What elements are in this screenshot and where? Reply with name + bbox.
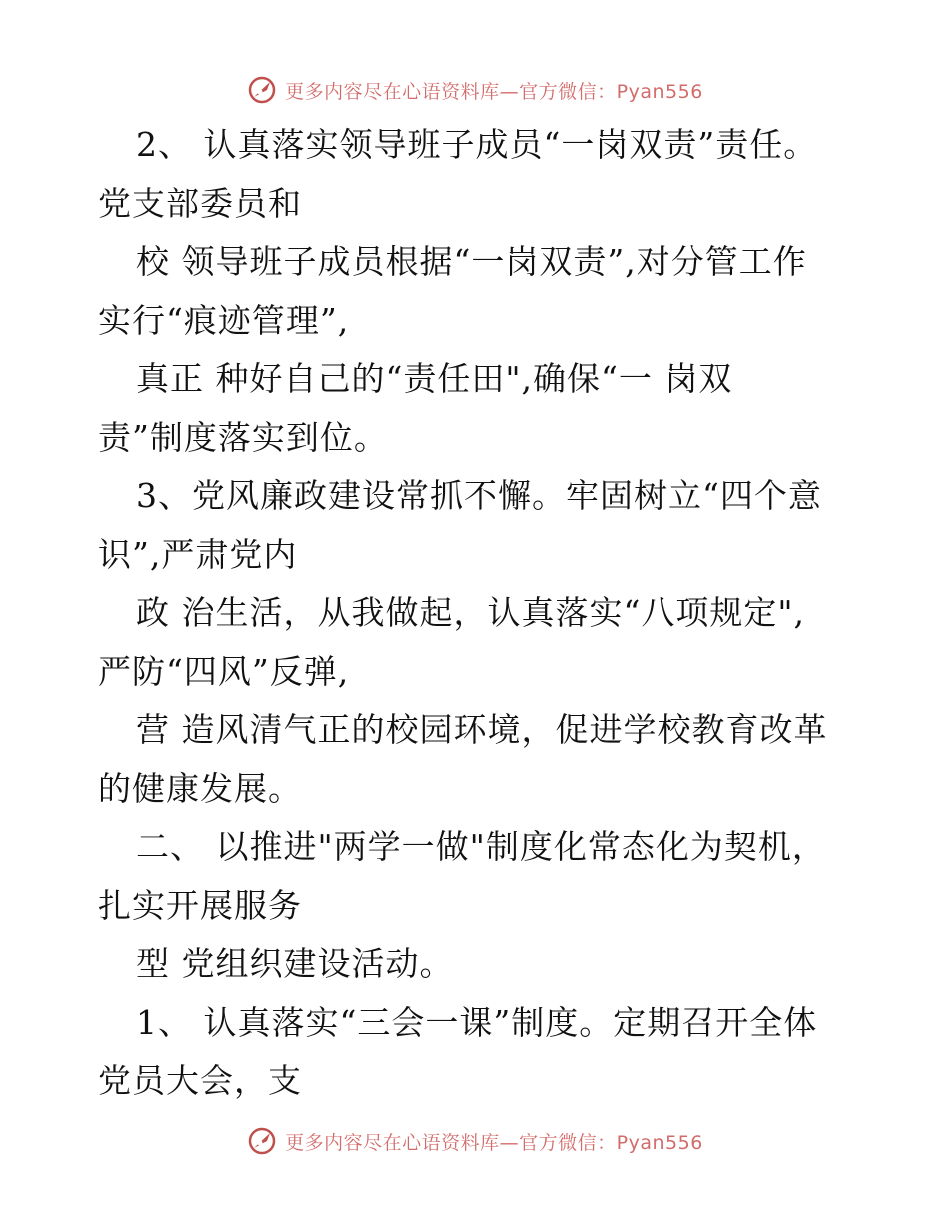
body-line-1: 2、 认真落实领导班子成员“一岗双责”责任。 [136, 125, 818, 164]
body-line-11: 营 造风清气正的校园环境，促进学校教育改革 [136, 710, 828, 749]
footer-banner [0, 1121, 950, 1161]
quill-seal-icon [247, 1126, 277, 1156]
body-line-9: 政 治生活，从我做起，认真落实“八项规定", [136, 593, 806, 632]
body-line-2: 党支部委员和 [98, 183, 302, 223]
quill-seal-icon [247, 75, 277, 105]
body-line-17: 党员大会，支 [98, 1061, 302, 1100]
body-line-4: 实行“痕迹管理”, [98, 300, 350, 340]
header-banner-text: 更多内容尽在心语资料库—官方微信：Pyan556 [285, 80, 703, 103]
body-line-14: 扎实开展服务 [98, 885, 302, 925]
body-line-8: 识”,严肃党内 [98, 534, 298, 574]
body-line-7: 3、党风廉政建设常抓不懈。牢固树立“四个意 [136, 476, 822, 515]
footer-banner-text: 更多内容尽在心语资料库—官方微信：Pyan556 [285, 1131, 703, 1154]
document-body [98, 116, 858, 1111]
header-banner [0, 70, 950, 110]
body-line-13: 二、 以推进"两学一做"制度化常态化为契机， [136, 827, 826, 866]
body-line-16: 1、 认真落实“三会一课”制度。定期召开全体 [136, 1002, 818, 1042]
body-line-12: 的健康发展。 [98, 768, 302, 808]
body-line-5: 真正 种好自己的“责任田",确保“一 岗双 [136, 359, 733, 398]
body-line-6: 责”制度落实到位。 [98, 417, 388, 457]
body-line-10: 严防“四风”反弹, [98, 651, 350, 691]
body-line-3: 校 领导班子成员根据“一岗双责”,对分管工作 [136, 242, 807, 281]
body-line-15: 型 党组织建设活动。 [136, 944, 454, 983]
